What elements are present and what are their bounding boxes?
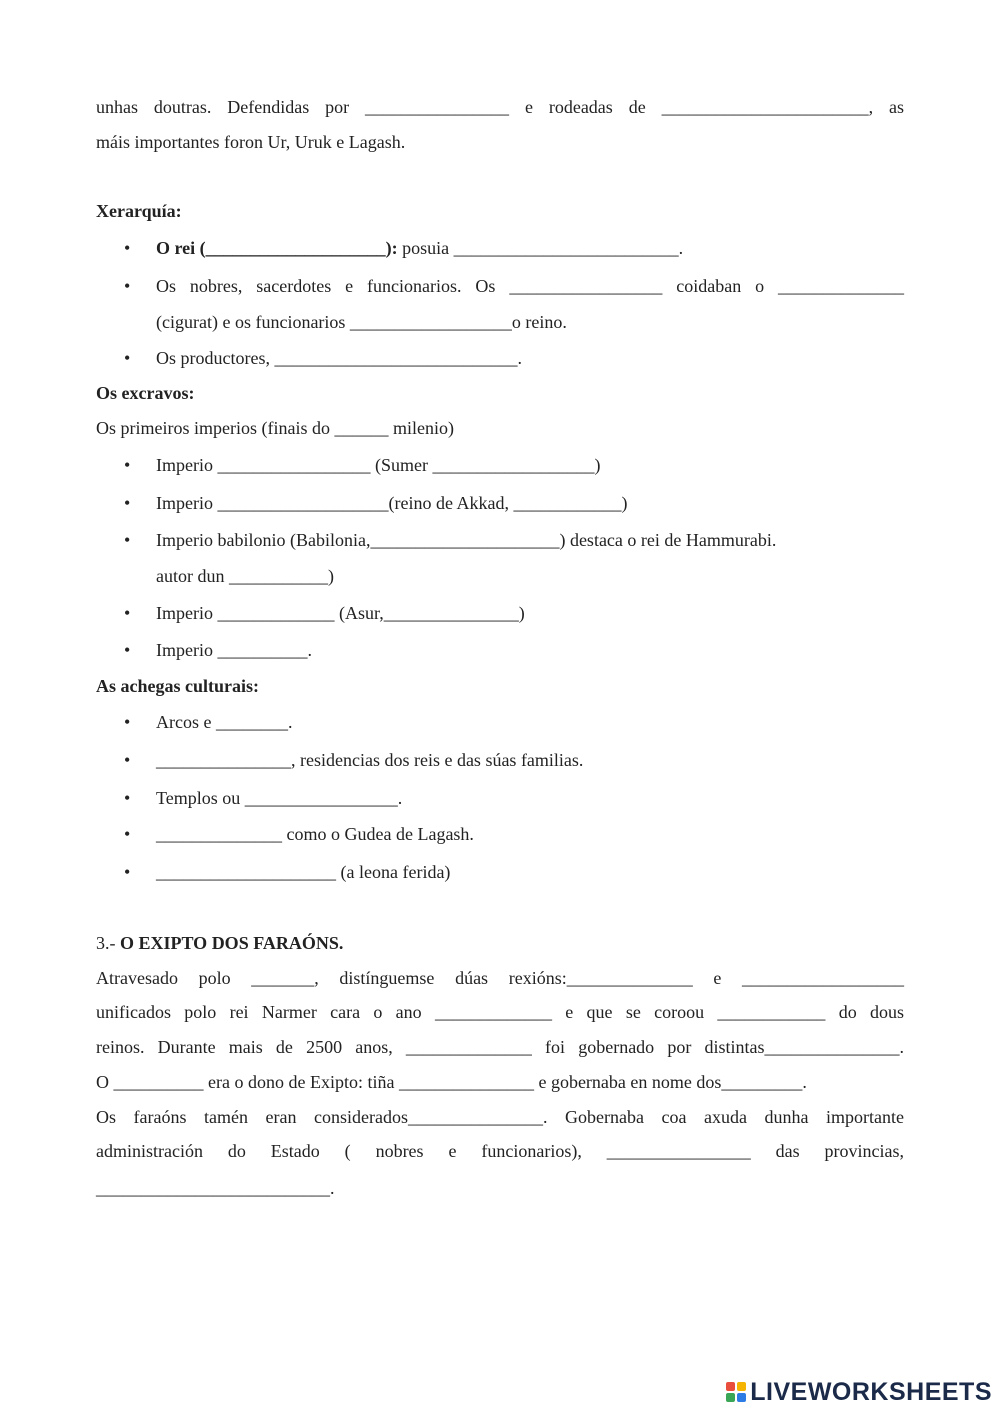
intro-line-2: máis importantes foron Ur, Uruk e Lagash. [96,132,406,152]
culture-item: ____________________ (a leona ferida) [156,862,451,882]
hierarchy-item-nobles: Os nobres, sacerdotes e funcionarios. Os _________________ coidaban o ______________ [156,276,904,296]
bullet-dot: • [124,530,131,550]
bullet-dot: • [124,788,131,808]
bullet-dot: • [124,640,131,660]
bullet-dot: • [124,493,131,513]
bullet-dot: • [124,238,131,258]
empire-item: Imperio __________. [156,640,312,660]
bullet-dot: • [124,750,131,770]
empire-item: Imperio _________________ (Sumer __________________) [156,455,601,475]
empire-item-cont: autor dun ___________) [156,566,334,586]
hierarchy-item-king: O rei (____________________): posuia _________________________. [156,238,684,258]
empires-intro: Os primeiros imperios (finais do ______ milenio) [96,418,454,438]
bullet-dot: • [124,276,131,296]
intro-line-1: unhas doutras. Defendidas por ________________ e rodeadas de _______________________, as [96,97,904,117]
egypt-paragraph-line: O __________ era o dono de Exipto: tiña _______________ e gobernaba en nome dos_________. [96,1072,807,1092]
culture-item: Arcos e ________. [156,712,293,732]
bullet-dot: • [124,348,131,368]
slaves-heading: Os excravos: [96,383,195,403]
culture-item: Templos ou _________________. [156,788,403,808]
empire-item: Imperio _____________ (Asur,_______________) [156,603,525,623]
bullet-dot: • [124,455,131,475]
bullet-dot: • [124,862,131,882]
egypt-paragraph-line: reinos. Durante mais de 2500 anos, ______________ foi gobernado por distintas_______________. [96,1037,904,1057]
egypt-heading: 3.- O EXIPTO DOS FARAÓNS. [96,933,344,953]
empire-item: Imperio babilonio (Babilonia,_____________________) destaca o rei de Hammurabi. [156,530,777,550]
egypt-paragraph-line: unificados polo rei Narmer cara o ano _____________ e que se coroou ____________ do dous [96,1002,904,1022]
bullet-dot: • [124,712,131,732]
logo-text: LIVEWORKSHEETS [750,1377,992,1406]
logo-mark-icon [726,1382,746,1402]
bullet-dot: • [124,603,131,623]
hierarchy-item-nobles-cont: (cigurat) e os funcionarios __________________o reino. [156,312,567,332]
hierarchy-item-producers: Os productores, ___________________________. [156,348,522,368]
egypt-paragraph-line: Os faraóns tamén eran considerados_______________. Gobernaba coa axuda dunha importante [96,1107,904,1127]
egypt-paragraph-line: Atravesado polo _______, distínguemse dúas rexións:______________ e __________________ [96,968,904,988]
culture-item: ______________ como o Gudea de Lagash. [156,824,474,844]
egypt-paragraph-line: administración do Estado ( nobres e funcionarios), ________________ das provincias, [96,1141,904,1161]
liveworksheets-logo[interactable] [726,1377,992,1407]
culture-item: _______________, residencias dos reis e das súas familias. [156,750,584,770]
bullet-dot: • [124,824,131,844]
egypt-paragraph-line: __________________________. [96,1178,335,1198]
culture-heading: As achegas culturais: [96,676,259,696]
hierarchy-heading: Xerarquía: [96,201,182,221]
empire-item: Imperio ___________________(reino de Akkad, ____________) [156,493,628,513]
